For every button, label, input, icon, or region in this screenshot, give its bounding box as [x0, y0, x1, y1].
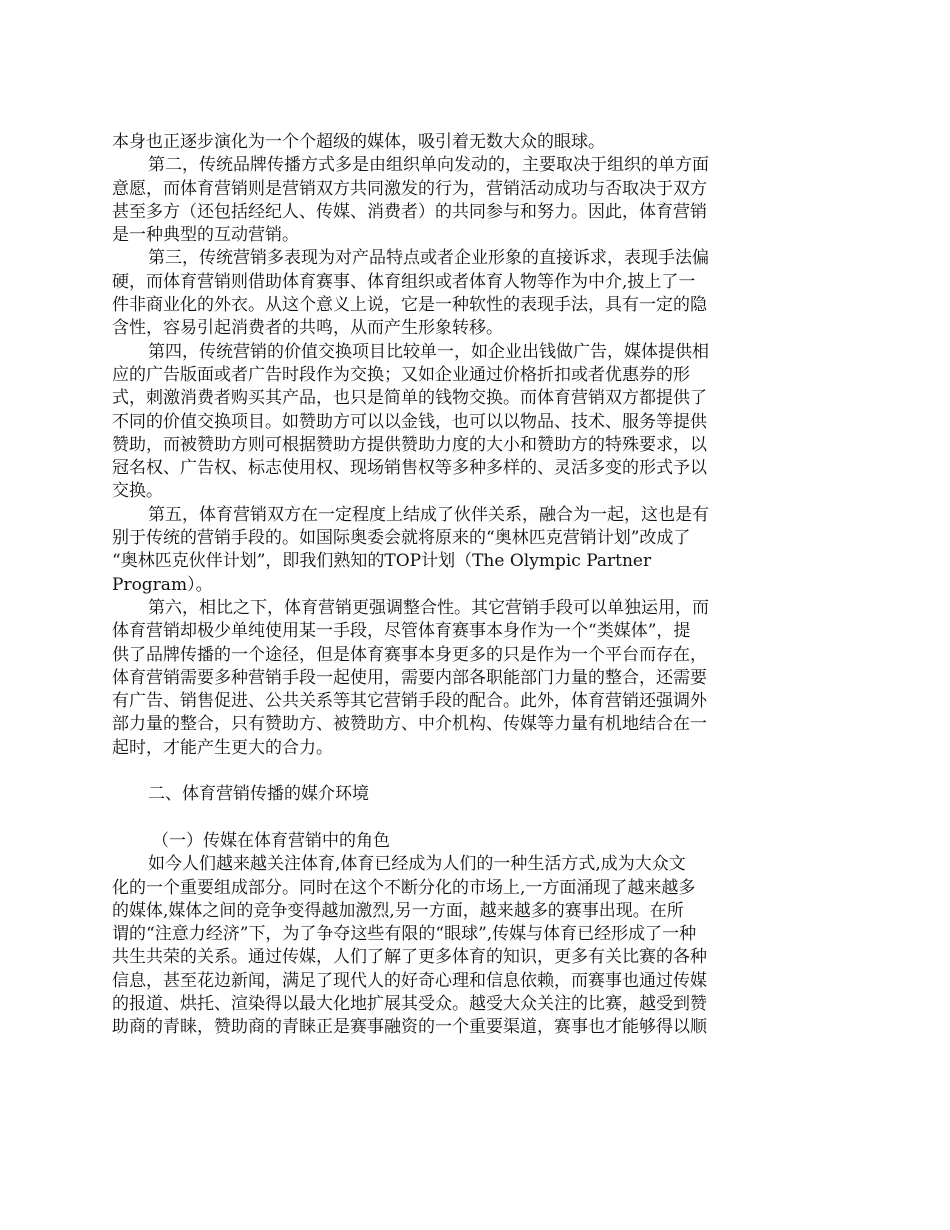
text-line: 谓的“注意力经济”下，为了争夺这些有限的“眼球”,传媒与体育已经形成了一种 [112, 924, 697, 945]
paragraph-start-line: 第六，相比之下，体育营销更强调整合性。其它营销手段可以单独运用，而 [148, 597, 709, 618]
text-line: 本身也正逐步演化为一个个超级的媒体，吸引着无数大众的眼球。 [112, 132, 605, 152]
text-line: 件非商业化的外衣。从这个意义上说，它是一种软性的表现手法，具有一定的隐 [112, 295, 707, 316]
text-line: 式，刺激消费者购买其产品，也只是简单的钱物交换。而体育营销双方都提供了 [112, 388, 707, 409]
text-line: 别于传统的营销手段的。如国际奥委会就将原来的“奥林匹克营销计划”改成了 [112, 528, 691, 549]
text-line: 化的一个重要组成部分。同时在这个不断分化的市场上,一方面涌现了越来越多 [112, 877, 696, 898]
paragraph-start-line: 第四，传统营销的价值交换项目比较单一，如企业出钱做广告，媒体提供相 [148, 341, 709, 362]
text-line: 赞助，而被赞助方则可根据赞助方提供赞助力度的大小和赞助方的特殊要求，以 [112, 434, 707, 455]
text-line: 体育营销却极少单纯使用某一手段，尽管体育赛事本身作为一个“类媒体”，提 [112, 621, 691, 642]
section-heading: 二、体育营销传播的媒介环境 [148, 784, 369, 805]
text-line: “奥林匹克伙伴计划”，即我们熟知的TOP计划（The Olympic Partner [112, 551, 652, 572]
text-line: 应的广告版面或者广告时段作为交换；又如企业通过价格折扣或者优惠券的形 [112, 364, 690, 385]
text-line: 是一种典型的互动营销。 [112, 225, 299, 246]
subsection-heading: （一）传媒在体育营销中的角色 [152, 830, 390, 851]
text-line: 甚至多方（还包括经纪人、传媒、消费者）的共同参与和努力。因此，体育营销 [112, 201, 707, 222]
text-line: 信息，甚至花边新闻，满足了现代人的好奇心理和信息依赖，而赛事也通过传媒 [112, 970, 707, 991]
text-line: 含性，容易引起消费者的共鸣，从而产生形象转移。 [112, 318, 503, 339]
text-line: 起时，才能产生更大的合力。 [112, 737, 333, 758]
text-line: 意愿，而体育营销则是营销双方共同激发的行为，营销活动成功与否取决于双方 [112, 178, 707, 199]
text-line: 共生共荣的关系。通过传媒，人们了解了更多体育的知识，更多有关比赛的各种 [112, 947, 707, 968]
text-line: 不同的价值交换项目。如赞助方可以以金钱，也可以以物品、技术、服务等提供 [112, 411, 707, 432]
text-line: 助商的青睐，赞助商的青睐正是赛事融资的一个重要渠道，赛事也才能够得以顺 [112, 1017, 707, 1038]
text-line: 部力量的整合，只有赞助方、被赞助方、中介机构、传媒等力量有机地结合在一 [112, 714, 707, 735]
paragraph-start-line: 第五，体育营销双方在一定程度上结成了伙伴关系，融合为一起，这也是有 [148, 504, 709, 525]
text-line: 有广告、销售促进、公共关系等其它营销手段的配合。此外，体育营销还强调外 [112, 691, 707, 712]
blank-line [112, 807, 766, 830]
paragraph-start-line: 第三，传统营销多表现为对产品特点或者企业形象的直接诉求，表现手法偏 [148, 248, 709, 269]
text-line: 冠名权、广告权、标志使用权、现场销售权等多种多样的、灵活多变的形式予以 [112, 458, 707, 479]
text-line: 的媒体,媒体之间的竞争变得越加激烈,另一方面，越来越多的赛事出现。在所 [112, 900, 684, 921]
text-line: 硬，而体育营销则借助体育赛事、体育组织或者体育人物等作为中介,披上了一 [112, 271, 696, 292]
paragraph-start-line: 如今人们越来越关注体育,体育已经成为人们的一种生活方式,成为大众文 [148, 854, 686, 875]
blank-line [112, 760, 766, 783]
text-line: Program）。 [112, 574, 213, 595]
text-line: 的报道、烘托、渲染得以最大化地扩展其受众。越受大众关注的比赛，越受到赞 [112, 993, 707, 1014]
document-page [112, 131, 766, 1040]
text-line: 交换。 [112, 481, 163, 502]
paragraph-start-line: 第二，传统品牌传播方式多是由组织单向发动的，主要取决于组织的单方面 [148, 155, 709, 176]
text-line: 体育营销需要多种营销手段一起使用，需要内部各职能部门力量的整合，还需要 [112, 667, 707, 688]
text-line: 供了品牌传播的一个途径，但是体育赛事本身更多的只是作为一个平台而存在， [112, 644, 707, 665]
